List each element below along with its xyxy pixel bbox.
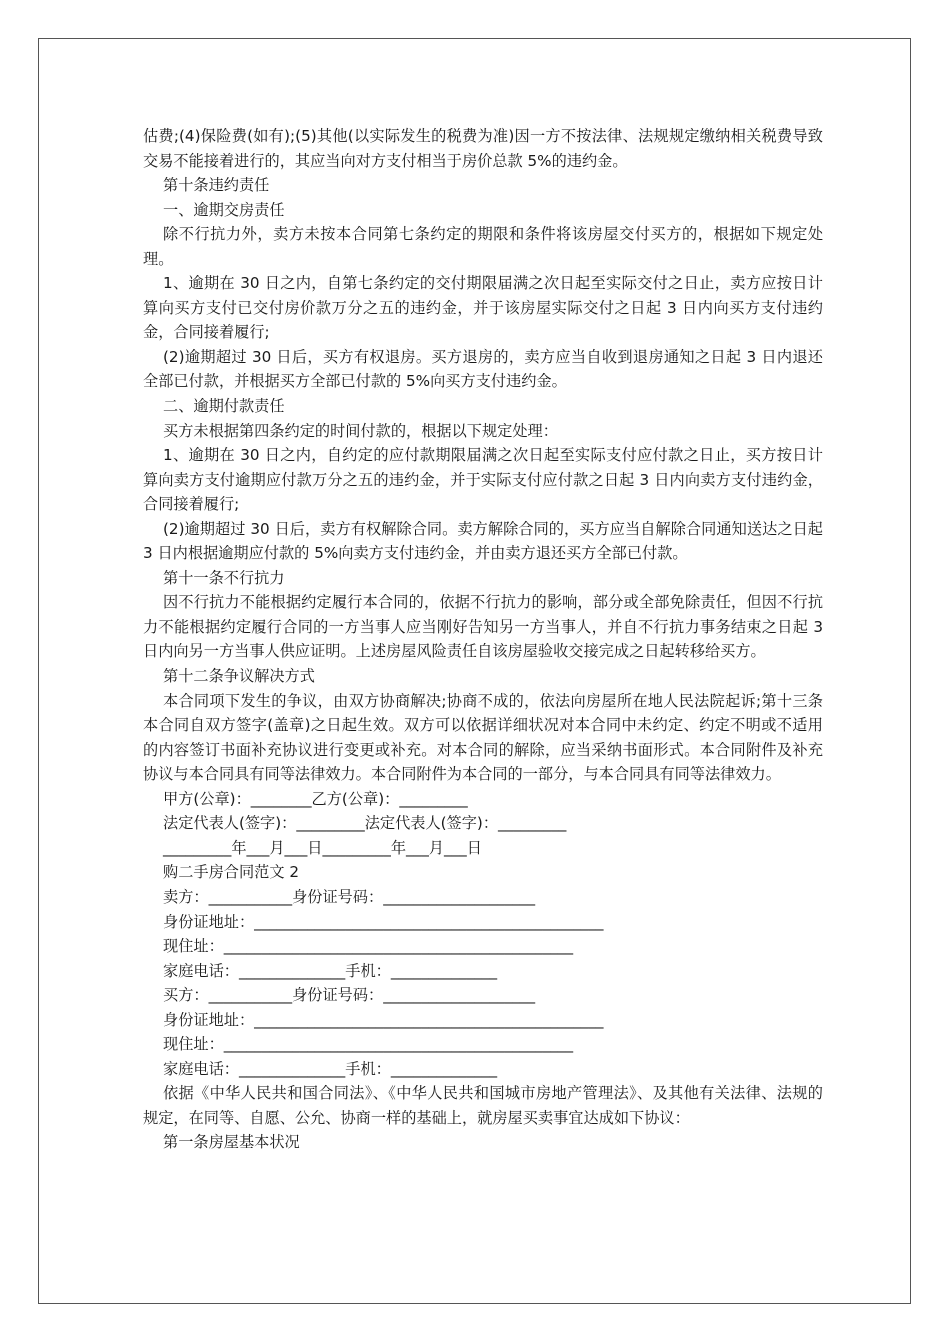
paragraph-late-payment-1: 1、逾期在 30 日之内，自约定的应付款期限届满之次日起至实际支付应付款之日止，买方按日计算向卖方支付逾期应付款万分之五的违约金，并于实际支付应付款之日起 3 日内向卖方支付违约金，合同接着履行; [143,446,823,514]
heading-contract-sample-2: 购二手房合同范文 2 [163,863,299,882]
buyer-phone-line: 家庭电话：______________手机：______________ [163,1059,498,1078]
buyer-current-address-line: 现住址：______________________________________________ [163,1035,574,1054]
seller-current-address-line: 现住址：______________________________________________ [163,937,574,956]
paragraph-late-delivery-2: (2)逾期超过 30 日后，买方有权退房。买方退房的，卖方应当自收到退房通知之日起 3 日内退还全部已付款，并根据买方全部已付款的 5%向买方支付违约金。 [143,347,823,391]
signature-representative-line: 法定代表人(签字)：_________法定代表人(签字)：_________ [163,814,567,833]
seller-id-address-line: 身份证地址：______________________________________________ [163,912,604,931]
paragraph-tax-clause: 估费;(4)保险费(如有);(5)其他(以实际发生的税费为准)因一方不按法律、法规规定缴纳相关税费导致交易不能接着进行的，其应当向对方支付相当于房价总款 5%的违约金。 [143,127,823,170]
heading-late-payment: 二、逾期付款责任 [163,397,285,416]
paragraph-dispute-resolution: 本合同项下发生的争议，由双方协商解决;协商不成的，依法向房屋所在地人民法院起诉;第十三条本合同自双方签字(盖章)之日起生效。双方可以依据详细状况对本合同中未约定、约定不明或不适用的内容签订书面补充协议进行变更或补充。对本合同的解除，应当采纳书面形式。本合同附件及补充协议与本合同具有同等法律效力。本合同附件为本合同的一部分，与本合同具有同等法律效力。 [143,691,823,784]
heading-article-12: 第十二条争议解决方式 [163,667,315,686]
buyer-id-line: 买方：___________身份证号码：____________________ [163,986,536,1005]
paragraph-late-payment-2: (2)逾期超过 30 日后，卖方有权解除合同。卖方解除合同的，买方应当自解除合同通知送达之日起 3 日内根据逾期应付款的 5%向卖方支付违约金，并由卖方退还买方全部已付款。 [143,519,828,563]
heading-late-delivery: 一、逾期交房责任 [163,200,285,219]
paragraph-legal-basis: 依据《中华人民共和国合同法》、《中华人民共和国城市房地产管理法》、及其他有关法律、法规的规定，在同等、自愿、公允、协商一样的基础上，就房屋买卖事宜达成如下协议： [143,1084,823,1127]
paragraph-force-majeure: 因不行抗力不能根据约定履行本合同的，依据不行抗力的影响，部分或全部免除责任，但因不行抗力不能根据约定履行合同的一方当事人应当刚好告知另一方当事人，并自不行抗力事务结束之日起 3 日内向另一方当事人供应证明。上述房屋风险责任自该房屋验收交接完成之日起转移给买方。 [143,593,828,661]
signature-party-line: 甲方(公章)：________乙方(公章)：_________ [163,789,468,808]
heading-article-10: 第十条违约责任 [163,176,270,195]
seller-phone-line: 家庭电话：______________手机：______________ [163,961,498,980]
buyer-id-address-line: 身份证地址：______________________________________________ [163,1010,604,1029]
signature-date-line: _________年___月___日_________年___月___日 [163,838,482,857]
paragraph-late-delivery-1: 1、逾期在 30 日之内，自第七条约定的交付期限届满之次日起至实际交付之日止，卖方应按日计算向买方支付已交付房价款万分之五的违约金，并于该房屋实际交付之日起 3 日内向买方支付违约金，合同接着履行; [143,274,823,342]
document-body [143,124,828,1155]
paragraph-late-delivery-intro: 除不行抗力外，卖方未按本合同第七条约定的期限和条件将该房屋交付买方的，根据如下规定处理。 [143,225,823,268]
seller-id-line: 卖方：___________身份证号码：____________________ [163,887,536,906]
paragraph-late-payment-intro: 买方未根据第四条约定的时间付款的，根据以下规定处理： [163,421,558,440]
heading-article-1: 第一条房屋基本状况 [163,1133,300,1152]
heading-article-11: 第十一条不行抗力 [163,568,285,587]
